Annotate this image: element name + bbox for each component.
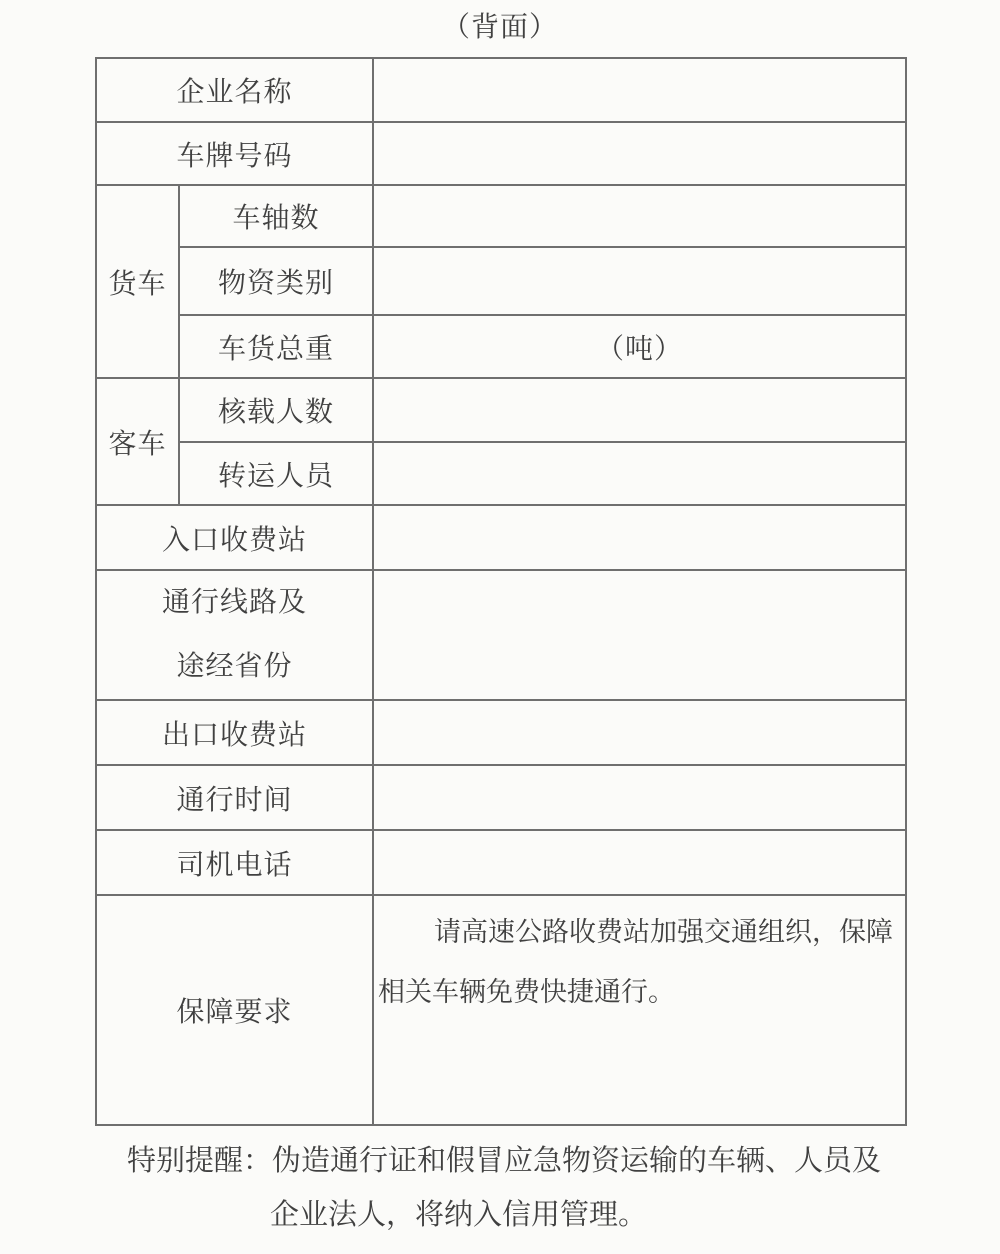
approved-passengers-label: 核载人数 (179, 378, 373, 442)
table-row (96, 765, 906, 830)
route-and-provinces-label (96, 570, 373, 700)
transfer-personnel-value-cell (373, 442, 906, 505)
entry-toll-station-label: 入口收费站 (96, 505, 373, 570)
truck-group-label: 货车 (96, 185, 179, 378)
table-row (96, 247, 906, 315)
route-label-line1: 通行线路及 (162, 587, 308, 618)
company-name-value-cell (373, 58, 906, 122)
axle-count-value-cell (373, 185, 906, 247)
page-title: （背面） (441, 12, 558, 43)
pass-time-value-cell (373, 765, 906, 830)
table-row (96, 378, 906, 442)
driver-phone-label: 司机电话 (96, 830, 373, 895)
gross-weight-unit-cell: （吨） (373, 315, 906, 378)
bus-group-label: 客车 (96, 378, 179, 505)
table-row (96, 570, 906, 700)
guarantee-requirements-text: 请高速公路收费站加强交通组织，保障相关车辆免费快捷通行。 (373, 895, 906, 1125)
special-reminder-line1: 特别提醒：伪造通行证和假冒应急物资运输的车辆、人员及 (127, 1145, 882, 1177)
table-row (96, 895, 906, 1125)
plate-number-label: 车牌号码 (96, 122, 373, 185)
entry-toll-station-value-cell (373, 505, 906, 570)
pass-form-table (95, 57, 907, 1126)
gross-weight-label: 车货总重 (179, 315, 373, 378)
driver-phone-value-cell (373, 830, 906, 895)
table-row (96, 58, 906, 122)
special-reminder (0, 1134, 1000, 1242)
table-row (96, 185, 906, 247)
special-reminder-line2: 企业法人，将纳入信用管理。 (270, 1199, 648, 1231)
table-row (96, 442, 906, 505)
axle-count-label: 车轴数 (179, 185, 373, 247)
route-and-provinces-value-cell (373, 570, 906, 700)
approved-passengers-value-cell (373, 378, 906, 442)
table-row (96, 505, 906, 570)
exit-toll-station-label: 出口收费站 (96, 700, 373, 765)
route-label-line2: 途经省份 (176, 651, 293, 682)
guarantee-requirements-label: 保障要求 (96, 895, 373, 1125)
table-row (96, 830, 906, 895)
plate-number-value-cell (373, 122, 906, 185)
pass-time-label: 通行时间 (96, 765, 373, 830)
transfer-personnel-label: 转运人员 (179, 442, 373, 505)
table-row (96, 700, 906, 765)
table-row (96, 122, 906, 185)
table-row (96, 315, 906, 378)
company-name-label: 企业名称 (96, 58, 373, 122)
exit-toll-station-value-cell (373, 700, 906, 765)
material-category-value-cell (373, 247, 906, 315)
material-category-label: 物资类别 (179, 247, 373, 315)
